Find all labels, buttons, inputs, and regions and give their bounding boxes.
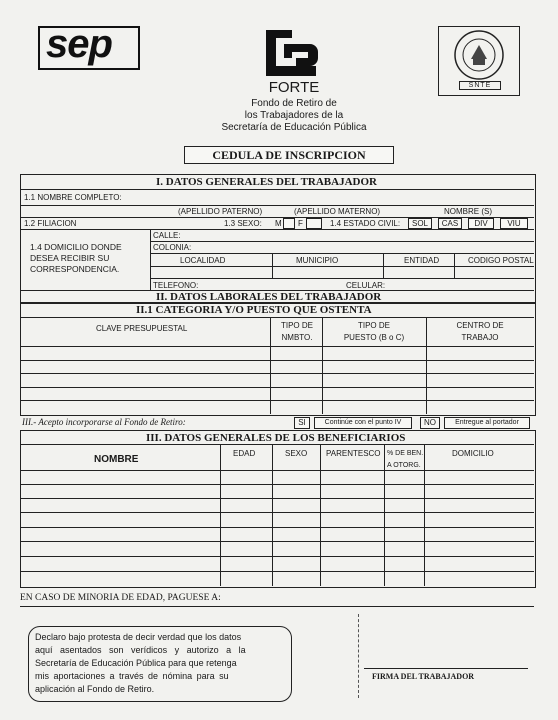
filiacion-field[interactable] xyxy=(90,218,220,229)
sexo-m-label: M xyxy=(275,219,282,228)
section-1-title: I. DATOS GENERALES DEL TRABAJADOR xyxy=(156,176,377,188)
domicilio-text-2: DESEA RECIBIR SU xyxy=(30,253,110,263)
sep-logo-text: sep xyxy=(46,22,112,66)
beneficiario-row-3[interactable] xyxy=(21,499,219,511)
estado-civil-sol[interactable]: SOL xyxy=(408,218,432,229)
col-tipo-nmbto-2: NMBTO. xyxy=(281,333,313,342)
estado-civil-viu[interactable]: VIU xyxy=(500,218,528,229)
celular-field[interactable] xyxy=(386,280,530,289)
col-tipo-puesto-1: TIPO DE xyxy=(357,321,390,330)
declaration-line-5: aplicación al Fondo de Retiro. xyxy=(35,684,155,694)
col-sexo: SEXO xyxy=(285,449,308,458)
entidad-label: ENTIDAD xyxy=(404,256,440,265)
declaration-line-3: Secretaría de Educación Pública para que retenga xyxy=(35,658,237,668)
forte-title: FORTE xyxy=(268,79,320,96)
forte-logo-icon xyxy=(262,28,320,78)
declaration-line-2: aquí asentados son verídicos y autorizo a la xyxy=(35,645,246,655)
apellido-materno-label: (APELLIDO MATERNO) xyxy=(294,207,381,216)
beneficiario-row-1[interactable] xyxy=(21,471,219,483)
sexo-f-label: F xyxy=(298,219,303,228)
municipio-field[interactable] xyxy=(273,267,382,277)
declaration-box xyxy=(28,626,292,702)
apellido-paterno-label: (APELLIDO PATERNO) xyxy=(178,207,263,216)
col-edad: EDAD xyxy=(233,449,256,458)
forte-subtitle-2: los Trabajadores de la xyxy=(244,110,344,121)
signature-field[interactable] xyxy=(364,620,530,666)
clave-row-2[interactable] xyxy=(21,361,269,372)
forte-subtitle-1: Fondo de Retiro de xyxy=(251,98,337,109)
localidad-field[interactable] xyxy=(151,267,271,277)
section-2-subtitle: II.1 CATEGORIA Y/O PUESTO QUE OSTENTA xyxy=(136,304,372,316)
beneficiario-row-2[interactable] xyxy=(21,485,219,497)
clave-row-1[interactable] xyxy=(21,347,269,359)
clave-row-3[interactable] xyxy=(21,374,269,386)
sep-logo xyxy=(38,22,140,70)
col-parentesco: PARENTESCO xyxy=(326,449,381,458)
estado-civil-div[interactable]: DIV xyxy=(468,218,494,229)
estado-civil-cas[interactable]: CAS xyxy=(438,218,462,229)
clave-row-4[interactable] xyxy=(21,388,269,399)
acepto-si-note: Continúe con el punto IV xyxy=(314,417,412,429)
localidad-label: LOCALIDAD xyxy=(180,256,226,265)
acepto-label: III.- Acepto incorporarse al Fondo de Retiro: xyxy=(22,417,186,427)
nombre-label: 1.1 NOMBRE COMPLETO: xyxy=(24,193,122,202)
acepto-si-checkbox[interactable]: SI xyxy=(294,417,310,429)
col-tipo-puesto-2: PUESTO (B o C) xyxy=(343,333,405,342)
estado-civil-label: 1.4 ESTADO CIVIL: xyxy=(330,219,401,228)
celular-label: CELULAR: xyxy=(346,281,386,290)
colonia-label: COLONIA: xyxy=(153,243,192,252)
entidad-field[interactable] xyxy=(384,267,453,277)
sexo-m-checkbox[interactable] xyxy=(283,218,295,229)
col-pct-2: A OTORG. xyxy=(387,462,421,469)
firma-label: FIRMA DEL TRABAJADOR xyxy=(372,672,475,681)
acepto-no-note: Entregue al portador xyxy=(444,417,530,429)
forte-subtitle-3: Secretaría de Educación Pública xyxy=(221,122,367,133)
col-domicilio: DOMICILIO xyxy=(452,449,494,458)
calle-label: CALLE: xyxy=(153,231,181,240)
section-3-title: III. DATOS GENERALES DE LOS BENEFICIARIOS xyxy=(146,432,406,444)
col-nombre: NOMBRE xyxy=(94,454,139,465)
snte-label: SNTE xyxy=(459,81,501,90)
declaration-line-1: Declaro bajo protesta de decir verdad que los datos xyxy=(35,632,242,642)
col-pct-1: % DE BEN. xyxy=(387,450,424,457)
sexo-f-checkbox[interactable] xyxy=(306,218,322,229)
col-clave-presupuestal: CLAVE PRESUPUESTAL xyxy=(96,324,188,333)
nombres-label: NOMBRE (S) xyxy=(444,207,492,216)
signature-divider xyxy=(358,614,359,698)
minoria-label: EN CASO DE MINORIA DE EDAD, PAGUESE A: xyxy=(20,593,221,603)
form-title-box xyxy=(184,146,394,164)
codigo-postal-label: CODIGO POSTAL xyxy=(468,256,534,265)
domicilio-text-3: CORRESPONDENCIA. xyxy=(30,264,120,274)
municipio-label: MUNICIPIO xyxy=(296,256,339,265)
snte-seal xyxy=(438,26,520,96)
telefono-label: TELEFONO: xyxy=(153,281,199,290)
calle-field[interactable] xyxy=(180,230,530,240)
minoria-field[interactable] xyxy=(244,592,534,604)
filiacion-label: 1.2 FILIACION xyxy=(24,219,77,228)
sexo-label: 1.3 SEXO: xyxy=(224,219,262,228)
snte-seal-icon xyxy=(449,29,509,85)
nombre-field[interactable] xyxy=(150,191,534,204)
section-2-title: II. DATOS LABORALES DEL TRABAJADOR xyxy=(156,291,382,303)
form-title: CEDULA DE INSCRIPCION xyxy=(212,148,366,162)
col-centro-2: TRABAJO xyxy=(461,333,499,342)
codigo-postal-field[interactable] xyxy=(455,267,533,277)
acepto-no-checkbox[interactable]: NO xyxy=(420,417,440,429)
col-centro-1: CENTRO DE xyxy=(456,321,504,330)
beneficiario-row-4[interactable] xyxy=(21,513,219,526)
telefono-field[interactable] xyxy=(196,280,336,289)
domicilio-text-1: 1.4 DOMICILIO DONDE xyxy=(30,242,122,252)
declaration-line-4: mis aportaciones a través de nómina para su xyxy=(35,671,229,681)
col-tipo-nmbto-1: TIPO DE xyxy=(280,321,313,330)
colonia-field[interactable] xyxy=(190,242,530,252)
